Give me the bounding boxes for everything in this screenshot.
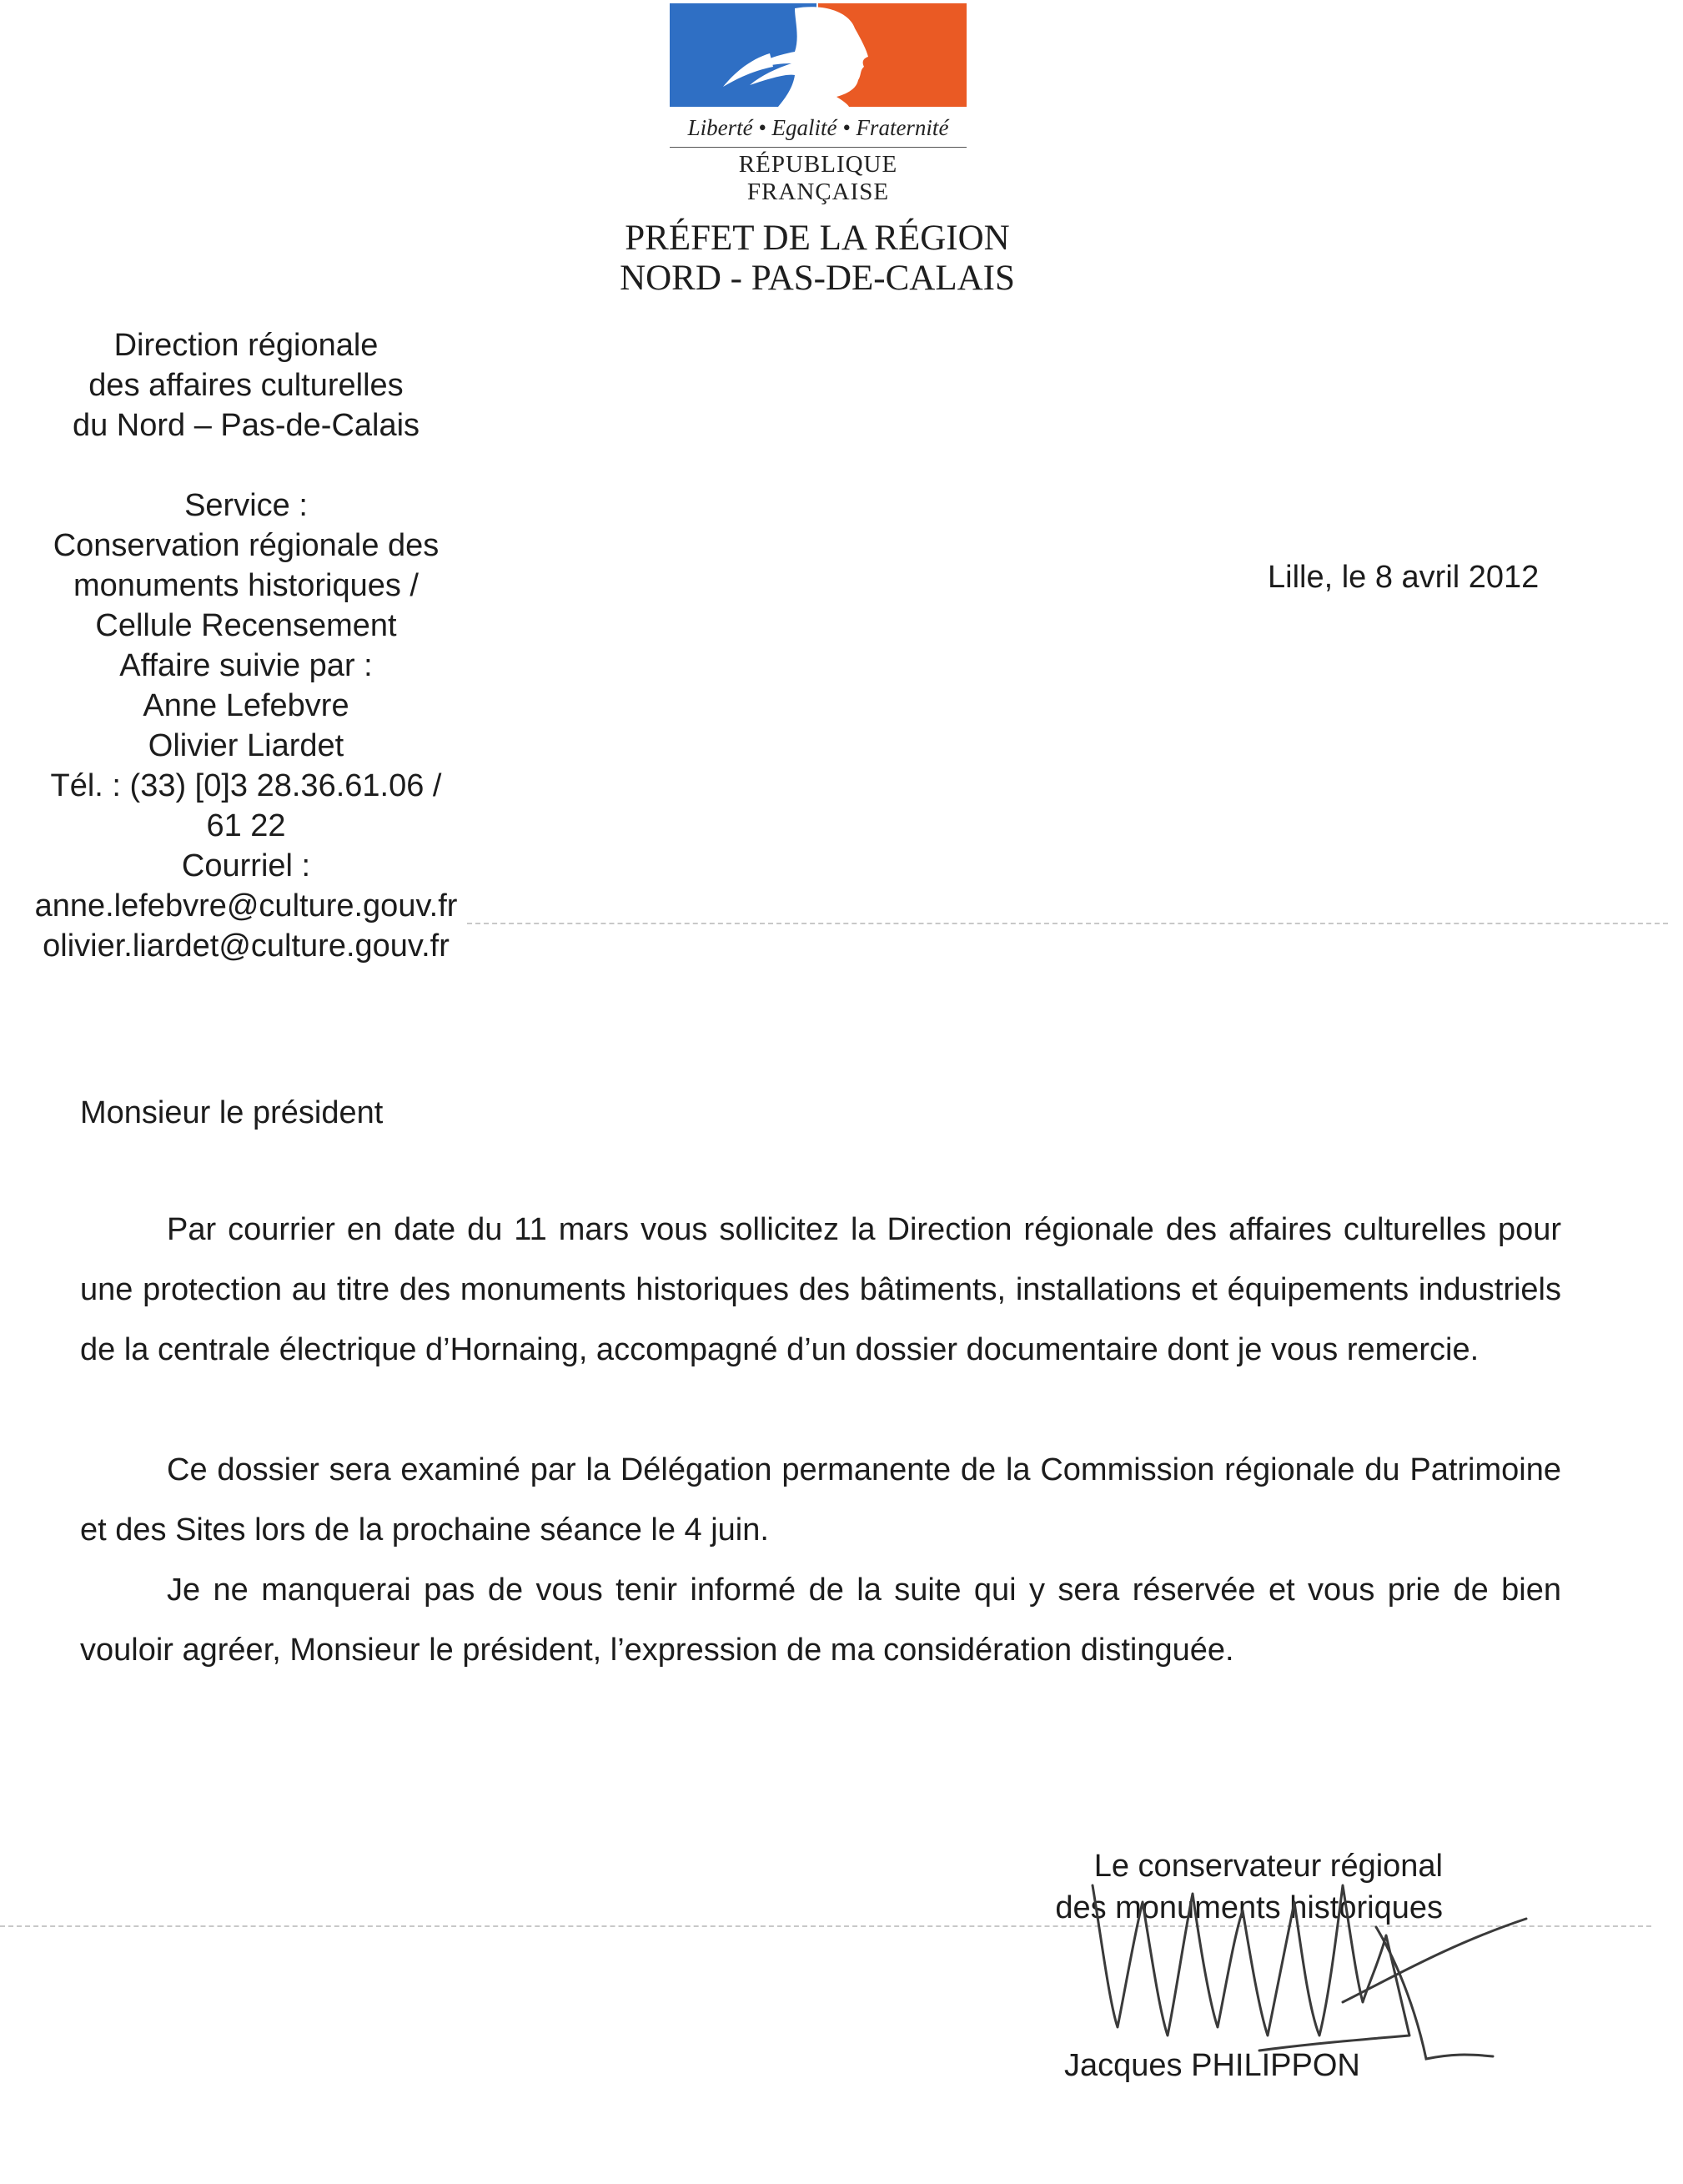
sender-line: des affaires culturelles (88, 368, 404, 403)
phone-line: 61 22 (206, 808, 286, 843)
scan-artifact-line (467, 923, 1668, 924)
sender-direction (0, 325, 492, 445)
sender-line: Direction régionale (113, 328, 379, 363)
republic-motto: Liberté • Egalité • Fraternité (687, 115, 949, 140)
body-paragraph (80, 1440, 1561, 1560)
service-line: monuments historiques / (73, 568, 419, 603)
tricolor-flag-icon (670, 3, 967, 107)
signatory-name: Jacques PHILIPPON (1064, 2048, 1360, 2083)
followed-by-label: Affaire suivie par : (119, 648, 373, 683)
prefet-heading (517, 219, 1118, 299)
letter-date: Lille, le 8 avril 2012 (1268, 560, 1540, 595)
paragraph-text: Par courrier en date du 11 mars vous sollicitez la Direction régionale des affaires culturelles pour une protection au titre des monuments historiques des bâtiments, installations et équipements industriels de la centrale électrique d’Hornaing, accompagné d’un dossier documentaire dont je vous remercie. (80, 1212, 1561, 1367)
body-paragraph (80, 1200, 1561, 1380)
marianne-logo (670, 3, 967, 205)
body-paragraph (80, 1560, 1561, 1680)
paragraph-text: Je ne manquerai pas de vous tenir informé de la suite qui y sera réservée et vous prie de bien vouloir agréer, Monsieur le président, l’expression de ma considération distinguée. (80, 1573, 1561, 1668)
email-label: Courriel : (181, 848, 311, 883)
service-line: Cellule Recensement (95, 608, 397, 643)
phone-line: Tél. : (33) [0]3 28.36.61.06 / (50, 768, 442, 803)
email-address: anne.lefebvre@culture.gouv.fr (34, 888, 458, 923)
contact-name: Anne Lefebvre (143, 688, 349, 723)
email-address: olivier.liardet@culture.gouv.fr (43, 928, 450, 964)
sender-line: du Nord – Pas-de-Calais (72, 408, 420, 443)
signatory-title-line: des monuments historiques (1055, 1890, 1443, 1925)
signatory-title-line: Le conservateur régional (1093, 1849, 1443, 1884)
salutation: Monsieur le président (80, 1095, 384, 1130)
service-line: Conservation régionale des (53, 528, 440, 563)
republic-label: RÉPUBLIQUE FRANÇAISE (670, 147, 967, 206)
prefet-line-2: NORD - PAS-DE-CALAIS (620, 259, 1015, 298)
service-label: Service : (184, 488, 308, 523)
prefet-line-1: PRÉFET DE LA RÉGION (625, 219, 1010, 258)
marianne-profile-icon (670, 3, 967, 107)
paragraph-text: Ce dossier sera examiné par la Délégation permanente de la Commission régionale du Patrimoine et des Sites lors de la prochaine séance le 4 juin. (80, 1452, 1561, 1547)
contact-name: Olivier Liardet (148, 728, 344, 763)
sender-service-block (0, 486, 492, 966)
handwritten-signature-icon (1059, 1835, 1543, 2086)
